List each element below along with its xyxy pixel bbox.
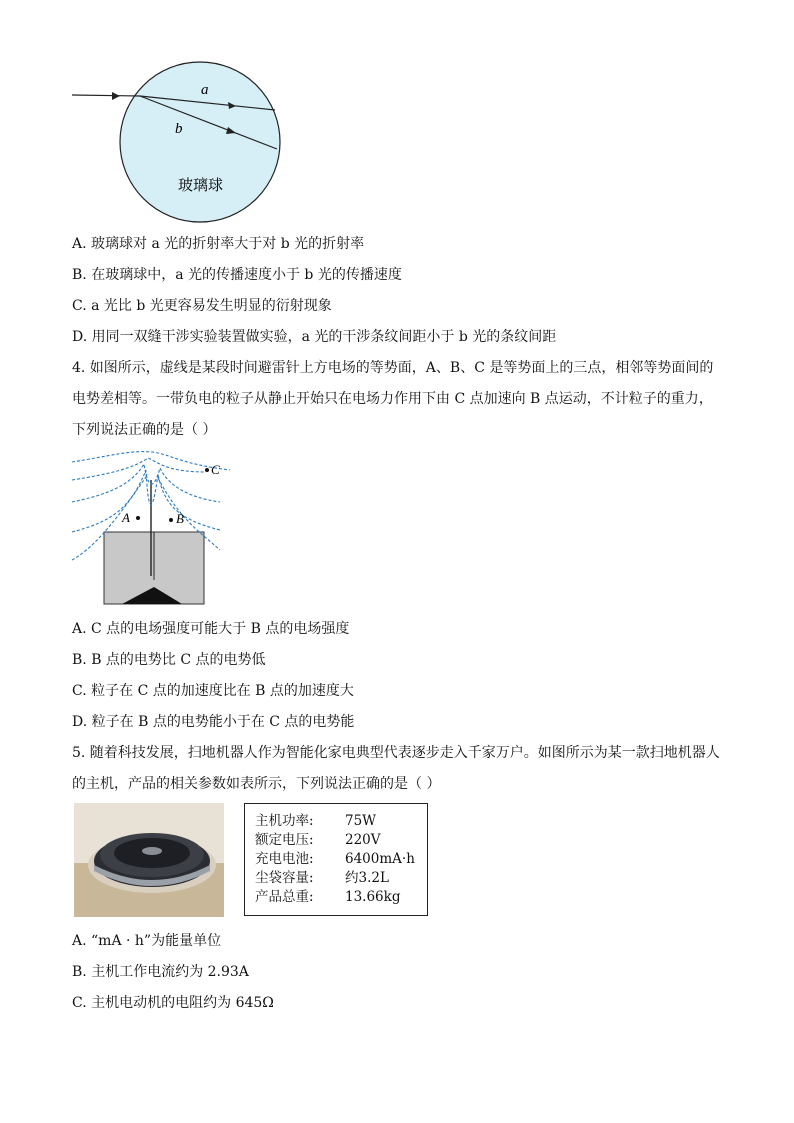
- q3-option-c: C. a 光比 b 光更容易发生明显的衍射现象: [72, 298, 332, 314]
- spec-row: [255, 850, 427, 869]
- robot-vacuum-image: [74, 803, 224, 917]
- equipotential-4: [72, 470, 220, 532]
- label-a: A: [122, 510, 130, 525]
- label-a: a: [201, 82, 209, 98]
- robot-vacuum-photo: [74, 803, 224, 917]
- q5-stem: 5. 随着科技发展，扫地机器人作为智能化家电典型代表逐步走入千家万户。如图所示为某一款扫地机器人的主机，产品的相关参数如表所示，下列说法正确的是（ ）: [72, 745, 720, 792]
- q3-option-d: D. 用同一双缝干涉实验装置做实验，a 光的干涉条纹间距小于 b 光的条纹间距: [72, 329, 557, 345]
- spec-value: 13.66kg: [345, 889, 401, 905]
- spec-key: 产品总重:: [255, 889, 314, 905]
- spec-value: 约3.2L: [345, 870, 389, 886]
- incident-ray: [72, 95, 140, 96]
- glass-sphere-figure: [70, 60, 290, 230]
- spec-row: [255, 888, 427, 907]
- incident-arrow-icon: [112, 92, 120, 100]
- equipotential-3: [72, 464, 220, 502]
- label-sphere: 玻璃球: [178, 176, 224, 194]
- spec-row: [255, 869, 427, 888]
- spec-value: 75W: [345, 813, 377, 829]
- point-c: [205, 468, 209, 472]
- spec-value: 6400mA·h: [345, 851, 415, 867]
- label-b: B: [176, 511, 184, 526]
- robot-button: [142, 847, 162, 855]
- q5-option-c: C. 主机电动机的电阻约为 645Ω: [72, 995, 274, 1011]
- point-b: [169, 518, 173, 522]
- q5-option-a: A. “mA · h”为能量单位: [72, 933, 222, 949]
- glass-sphere-diagram: [70, 60, 290, 230]
- label-b: b: [175, 121, 183, 137]
- q4-option-c: C. 粒子在 C 点的加速度比在 B 点的加速度大: [72, 683, 354, 699]
- spec-row: [255, 812, 427, 831]
- label-c: C: [211, 462, 220, 477]
- spec-key: 额定电压:: [255, 832, 314, 848]
- equipotential-diagram: [70, 450, 230, 610]
- q3-option-b: B. 在玻璃球中，a 光的传播速度小于 b 光的传播速度: [72, 267, 402, 283]
- q5-option-b: B. 主机工作电流约为 2.93A: [72, 964, 249, 980]
- spec-row: [255, 831, 427, 850]
- equipotential-1: [72, 452, 230, 470]
- point-a: [136, 516, 140, 520]
- spec-table: [244, 803, 428, 916]
- q4-option-b: B. B 点的电势比 C 点的电势低: [72, 652, 266, 668]
- spec-key: 充电电池:: [255, 851, 314, 867]
- q4-option-d: D. 粒子在 B 点的电势能小于在 C 点的电势能: [72, 714, 355, 730]
- lightning-rod-figure: [70, 450, 230, 610]
- q4-option-a: A. C 点的电场强度可能大于 B 点的电场强度: [72, 621, 350, 637]
- spec-key: 尘袋容量:: [255, 870, 314, 886]
- q3-option-a: A. 玻璃球对 a 光的折射率大于对 b 光的折射率: [72, 236, 365, 252]
- spec-value: 220V: [345, 832, 381, 848]
- glass-sphere: [120, 62, 280, 222]
- q4-stem: 4. 如图所示，虚线是某段时间避雷针上方电场的等势面，A、B、C 是等势面上的三点，相邻等势面间的电势差相等。一带负电的粒子从静止开始只在电场力作用下由 C 点加速向 B 点运动，不计粒子的重力，下列说法正确的是（ ）: [72, 360, 714, 438]
- spec-key: 主机功率:: [255, 813, 314, 829]
